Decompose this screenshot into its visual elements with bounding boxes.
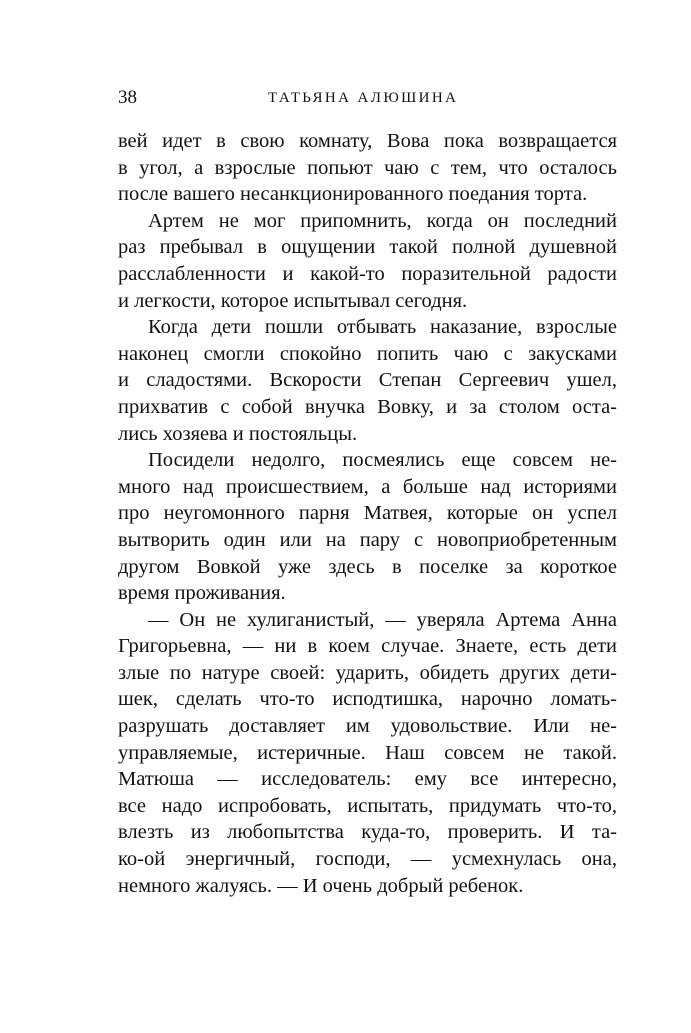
text-line: — Он не хулиганистый, — уверяла Артема Анна bbox=[148, 608, 617, 631]
text-line: другом Вовкой уже здесь в поселке за короткое bbox=[118, 555, 617, 578]
text-line: наконец смогли спокойно попить чаю с закусками bbox=[118, 342, 617, 365]
text-line: злые по натуре своей: ударить, обидеть других дети- bbox=[118, 661, 617, 684]
page-number: 38 bbox=[118, 87, 137, 108]
text-line: и легкости, которое испытывал сегодня. bbox=[118, 289, 468, 312]
text-line: Когда дети пошли отбывать наказание, взрослые bbox=[148, 316, 617, 339]
text-line: шек, сделать что-то исподтишка, нарочно ломать- bbox=[118, 688, 617, 711]
text-line: Матюша — исследователь: ему все интересно, bbox=[118, 768, 617, 791]
text-line: Артем не мог припомнить, когда он последний bbox=[148, 209, 617, 232]
text-line: расслабленности и какой-то поразительной радости bbox=[118, 262, 617, 285]
text-line: разрушать доставляет им удовольствие. Или не- bbox=[118, 715, 617, 738]
text-line: раз пребывал в ощущении такой полной душевной bbox=[118, 236, 617, 259]
text-line: Посидели недолго, посмеялись еще совсем не- bbox=[148, 449, 617, 472]
text-line: лись хозяева и постояльцы. bbox=[118, 422, 358, 445]
text-line: вей идет в свою комнату, Вова пока возвращается bbox=[118, 130, 617, 152]
text-line: влезть из любопытства куда-то, проверить. И та- bbox=[118, 821, 617, 844]
running-head bbox=[118, 86, 617, 110]
text-line: про неугомонного парня Матвея, которые он успел bbox=[118, 502, 617, 525]
author-name-header: ТАТЬЯНА АЛЮШИНА bbox=[268, 90, 459, 106]
text-line: Григорьевна, — ни в коем случае. Знаете, есть дети bbox=[118, 635, 617, 658]
text-line: вытворить один или на пару с новоприобретенным bbox=[118, 528, 617, 551]
text-line: в угол, а взрослые попьют чаю с тем, что осталось bbox=[118, 156, 617, 179]
text-line: много над происшествием, а больше над историями bbox=[118, 475, 617, 498]
body-text bbox=[118, 128, 617, 899]
text-line: прихватив с собой внучка Вовку, и за столом оста- bbox=[118, 395, 617, 418]
text-line: немного жалуясь. — И очень добрый ребенок. bbox=[118, 874, 524, 897]
text-line: ко-ой энергичный, господи, — усмехнулась она, bbox=[118, 848, 617, 871]
text-line: и сладостями. Вскорости Степан Сергеевич ушел, bbox=[118, 369, 617, 392]
text-line: управляемые, истеричные. Наш совсем не такой. bbox=[118, 741, 617, 764]
text-line: после вашего несанкционированного поедания торта. bbox=[118, 183, 588, 206]
text-line: время проживания. bbox=[118, 582, 286, 605]
text-line: все надо испробовать, испытать, придумать что-то, bbox=[118, 794, 617, 817]
